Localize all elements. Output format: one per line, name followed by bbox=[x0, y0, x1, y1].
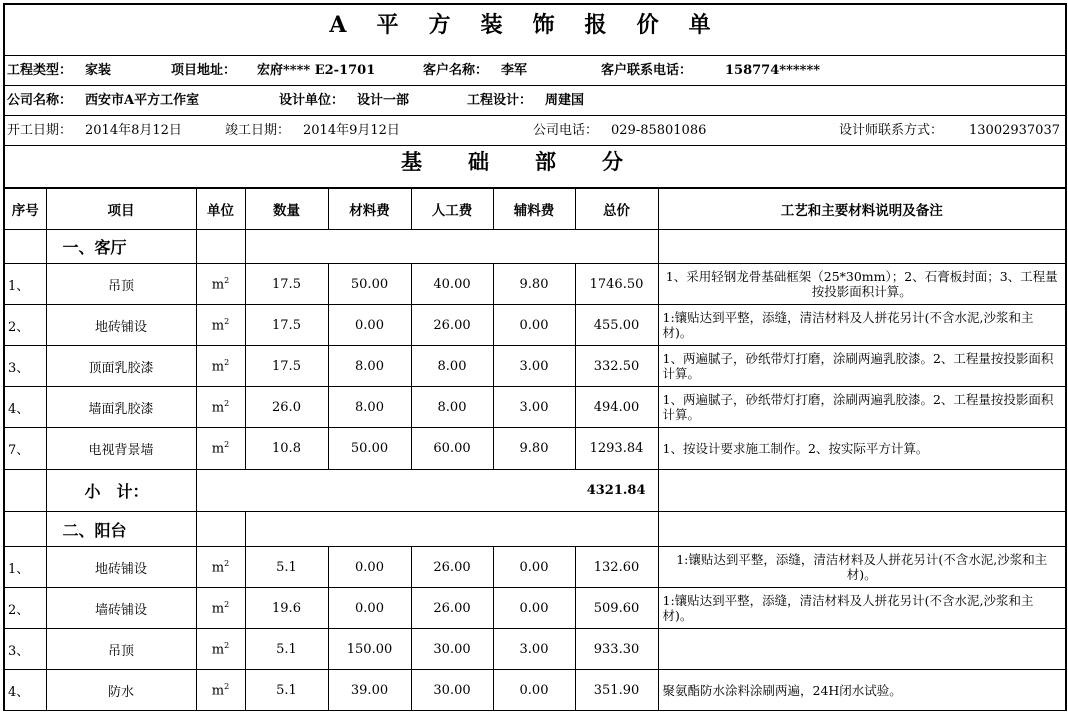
designer-contact-value: 13002937037 bbox=[969, 123, 1060, 138]
table-row bbox=[4, 547, 1066, 588]
subtotal-value: 4321.84 bbox=[196, 470, 658, 512]
item-name: 电视背景墙 bbox=[46, 428, 196, 470]
table-row bbox=[4, 264, 1066, 305]
material-fee: 0.00 bbox=[328, 588, 411, 629]
end-date-value: 2014年9月12日 bbox=[303, 123, 400, 138]
subtotal-label: 小 计： bbox=[46, 470, 196, 512]
title-char: 价 bbox=[636, 12, 689, 38]
remark: 1:镶贴达到平整，添缝，清洁材料及人拼花另计(不含水泥,沙浆和主材)。 bbox=[658, 588, 1066, 629]
row-number: 4、 bbox=[4, 387, 46, 428]
unit-text: m bbox=[211, 441, 225, 457]
title-char: 装 bbox=[480, 12, 533, 38]
unit-cell bbox=[196, 346, 245, 387]
remark: 1、两遍腻子，砂纸带灯打磨，涂刷两遍乳胶漆。2、工程量按投影面积计算。 bbox=[658, 387, 1066, 428]
quote-table bbox=[3, 188, 1067, 711]
subtotal-row bbox=[4, 470, 1066, 512]
row-number: 7、 bbox=[4, 428, 46, 470]
row-number: 3、 bbox=[4, 629, 46, 670]
page-title bbox=[5, 12, 1065, 38]
table-row bbox=[4, 588, 1066, 629]
group-row-blank-cell bbox=[196, 230, 245, 264]
column-header: 材料费 bbox=[328, 189, 411, 230]
quantity: 17.5 bbox=[245, 264, 328, 305]
info-row-3 bbox=[3, 116, 1067, 146]
labor-fee: 8.00 bbox=[411, 387, 493, 428]
remark: 1:镶贴达到平整，添缝，清洁材料及人拼花另计(不含水泥,沙浆和主材)。 bbox=[658, 305, 1066, 346]
unit-cell bbox=[196, 629, 245, 670]
material-fee: 8.00 bbox=[328, 346, 411, 387]
section-title-char: 分 bbox=[602, 149, 669, 174]
quantity: 26.0 bbox=[245, 387, 328, 428]
row-number: 1、 bbox=[4, 547, 46, 588]
unit-text: m bbox=[211, 359, 225, 375]
remark: 聚氨酯防水涂料涂刷两遍，24H闭水试验。 bbox=[658, 670, 1066, 711]
quantity: 5.1 bbox=[245, 547, 328, 588]
group-name: 二、阳台 bbox=[46, 512, 196, 547]
auxiliary-fee: 3.00 bbox=[493, 629, 575, 670]
unit-cell bbox=[196, 428, 245, 470]
title-row bbox=[3, 3, 1067, 56]
unit-superscript: 2 bbox=[224, 275, 230, 285]
total-price: 933.30 bbox=[575, 629, 658, 670]
section-title-char: 部 bbox=[535, 149, 602, 174]
auxiliary-fee: 3.00 bbox=[493, 387, 575, 428]
start-date-label: 开工日期： bbox=[7, 123, 73, 138]
section-title-char: 础 bbox=[468, 149, 535, 174]
column-header: 数量 bbox=[245, 189, 328, 230]
labor-fee: 8.00 bbox=[411, 346, 493, 387]
unit-text: m bbox=[211, 318, 225, 334]
title-char: 单 bbox=[688, 12, 741, 38]
design-unit-label: 设计单位： bbox=[279, 93, 345, 108]
info-row-2 bbox=[3, 86, 1067, 116]
unit-superscript: 2 bbox=[224, 558, 230, 568]
quantity: 17.5 bbox=[245, 346, 328, 387]
total-price: 1746.50 bbox=[575, 264, 658, 305]
total-price: 351.90 bbox=[575, 670, 658, 711]
auxiliary-fee: 9.80 bbox=[493, 428, 575, 470]
labor-fee: 26.00 bbox=[411, 305, 493, 346]
unit-superscript: 2 bbox=[224, 599, 230, 609]
material-fee: 50.00 bbox=[328, 264, 411, 305]
unit-text: m bbox=[211, 683, 225, 699]
title-char: 平 bbox=[376, 12, 429, 38]
group-name: 一、客厅 bbox=[46, 230, 196, 264]
remark: 1、按设计要求施工制作。2、按实际平方计算。 bbox=[658, 428, 1066, 470]
material-fee: 0.00 bbox=[328, 547, 411, 588]
auxiliary-fee: 0.00 bbox=[493, 670, 575, 711]
labor-fee: 40.00 bbox=[411, 264, 493, 305]
designer-label: 工程设计： bbox=[467, 93, 533, 108]
auxiliary-fee: 9.80 bbox=[493, 264, 575, 305]
item-name: 地砖铺设 bbox=[46, 305, 196, 346]
unit-superscript: 2 bbox=[224, 357, 230, 367]
unit-text: m bbox=[211, 642, 225, 658]
design-unit-value: 设计一部 bbox=[357, 93, 410, 108]
item-name: 墙砖铺设 bbox=[46, 588, 196, 629]
item-name: 防水 bbox=[46, 670, 196, 711]
item-name: 地砖铺设 bbox=[46, 547, 196, 588]
unit-text: m bbox=[211, 601, 225, 617]
company-name-label: 公司名称： bbox=[7, 93, 73, 108]
table-row bbox=[4, 387, 1066, 428]
group-row-blank-cell bbox=[4, 230, 46, 264]
group-row-blank-cell bbox=[245, 512, 658, 547]
column-header: 工艺和主要材料说明及备注 bbox=[658, 189, 1066, 230]
total-price: 455.00 bbox=[575, 305, 658, 346]
group-row bbox=[4, 230, 1066, 264]
column-header: 序号 bbox=[4, 189, 46, 230]
company-phone-value: 029-85801086 bbox=[611, 123, 707, 138]
row-number: 1、 bbox=[4, 264, 46, 305]
unit-cell bbox=[196, 387, 245, 428]
item-name: 顶面乳胶漆 bbox=[46, 346, 196, 387]
auxiliary-fee: 3.00 bbox=[493, 346, 575, 387]
total-price: 1293.84 bbox=[575, 428, 658, 470]
table-row bbox=[4, 428, 1066, 470]
item-name: 吊顶 bbox=[46, 629, 196, 670]
title-char: 方 bbox=[428, 12, 481, 38]
client-phone-value: 158774****** bbox=[725, 63, 821, 78]
item-name: 墙面乳胶漆 bbox=[46, 387, 196, 428]
unit-cell bbox=[196, 547, 245, 588]
unit-superscript: 2 bbox=[224, 316, 230, 326]
auxiliary-fee: 0.00 bbox=[493, 588, 575, 629]
unit-text: m bbox=[211, 560, 225, 576]
unit-text: m bbox=[211, 277, 225, 293]
section-title-row bbox=[3, 146, 1067, 188]
auxiliary-fee: 0.00 bbox=[493, 547, 575, 588]
quantity: 10.8 bbox=[245, 428, 328, 470]
title-char: A bbox=[329, 12, 377, 38]
project-type-value: 家装 bbox=[85, 63, 112, 78]
labor-fee: 60.00 bbox=[411, 428, 493, 470]
remark bbox=[658, 629, 1066, 670]
subtotal-blank-cell bbox=[4, 470, 46, 512]
table-header-row bbox=[4, 189, 1066, 230]
unit-superscript: 2 bbox=[224, 398, 230, 408]
group-row-blank-cell bbox=[658, 512, 1066, 547]
group-row bbox=[4, 512, 1066, 547]
group-row-blank-cell bbox=[658, 230, 1066, 264]
total-price: 132.60 bbox=[575, 547, 658, 588]
column-header: 人工费 bbox=[411, 189, 493, 230]
remark: 1:镶贴达到平整，添缝，清洁材料及人拼花另计(不含水泥,沙浆和主材)。 bbox=[658, 547, 1066, 588]
table-row bbox=[4, 346, 1066, 387]
table-row bbox=[4, 629, 1066, 670]
unit-cell bbox=[196, 264, 245, 305]
quantity: 17.5 bbox=[245, 305, 328, 346]
column-header: 项目 bbox=[46, 189, 196, 230]
project-address-label: 项目地址： bbox=[171, 63, 237, 78]
info-row-1 bbox=[3, 56, 1067, 86]
material-fee: 0.00 bbox=[328, 305, 411, 346]
project-type-label: 工程类型： bbox=[7, 63, 73, 78]
title-char: 饰 bbox=[532, 12, 585, 38]
table-row bbox=[4, 670, 1066, 711]
unit-cell bbox=[196, 588, 245, 629]
labor-fee: 30.00 bbox=[411, 629, 493, 670]
total-price: 509.60 bbox=[575, 588, 658, 629]
item-name: 吊顶 bbox=[46, 264, 196, 305]
company-phone-label: 公司电话： bbox=[533, 123, 599, 138]
title-char: 报 bbox=[584, 12, 637, 38]
unit-superscript: 2 bbox=[224, 681, 230, 691]
unit-cell bbox=[196, 305, 245, 346]
designer-contact-label: 设计师联系方式： bbox=[839, 123, 944, 138]
material-fee: 150.00 bbox=[328, 629, 411, 670]
unit-text: m bbox=[211, 400, 225, 416]
auxiliary-fee: 0.00 bbox=[493, 305, 575, 346]
labor-fee: 26.00 bbox=[411, 588, 493, 629]
client-phone-label: 客户联系电话： bbox=[601, 63, 693, 78]
quantity: 5.1 bbox=[245, 629, 328, 670]
row-number: 2、 bbox=[4, 305, 46, 346]
column-header: 单位 bbox=[196, 189, 245, 230]
material-fee: 39.00 bbox=[328, 670, 411, 711]
column-header: 总价 bbox=[575, 189, 658, 230]
group-row-blank-cell bbox=[196, 512, 245, 547]
material-fee: 50.00 bbox=[328, 428, 411, 470]
table-row bbox=[4, 305, 1066, 346]
row-number: 2、 bbox=[4, 588, 46, 629]
column-header: 辅料费 bbox=[493, 189, 575, 230]
unit-cell bbox=[196, 670, 245, 711]
company-name-value: 西安市A平方工作室 bbox=[85, 93, 200, 108]
row-number: 3、 bbox=[4, 346, 46, 387]
client-name-label: 客户名称： bbox=[423, 63, 489, 78]
section-title bbox=[5, 149, 1065, 174]
unit-superscript: 2 bbox=[224, 640, 230, 650]
end-date-label: 竣工日期： bbox=[225, 123, 291, 138]
row-number: 4、 bbox=[4, 670, 46, 711]
unit-superscript: 2 bbox=[224, 440, 230, 450]
client-name-value: 李军 bbox=[501, 63, 528, 78]
designer-value: 周建国 bbox=[545, 93, 585, 108]
subtotal-blank-cell bbox=[658, 470, 1066, 512]
quote-sheet bbox=[3, 3, 1067, 711]
start-date-value: 2014年8月12日 bbox=[85, 123, 182, 138]
labor-fee: 30.00 bbox=[411, 670, 493, 711]
quantity: 5.1 bbox=[245, 670, 328, 711]
material-fee: 8.00 bbox=[328, 387, 411, 428]
project-address-value: 宏府**** E2-1701 bbox=[257, 63, 376, 78]
total-price: 494.00 bbox=[575, 387, 658, 428]
remark: 1、采用轻钢龙骨基础框架（25*30mm）；2、石膏板封面；3、工程量按投影面积计算。 bbox=[658, 264, 1066, 305]
labor-fee: 26.00 bbox=[411, 547, 493, 588]
remark: 1、两遍腻子，砂纸带灯打磨，涂刷两遍乳胶漆。2、工程量按投影面积计算。 bbox=[658, 346, 1066, 387]
total-price: 332.50 bbox=[575, 346, 658, 387]
group-row-blank-cell bbox=[245, 230, 658, 264]
section-title-char: 基 bbox=[401, 149, 468, 174]
quantity: 19.6 bbox=[245, 588, 328, 629]
group-row-blank-cell bbox=[4, 512, 46, 547]
